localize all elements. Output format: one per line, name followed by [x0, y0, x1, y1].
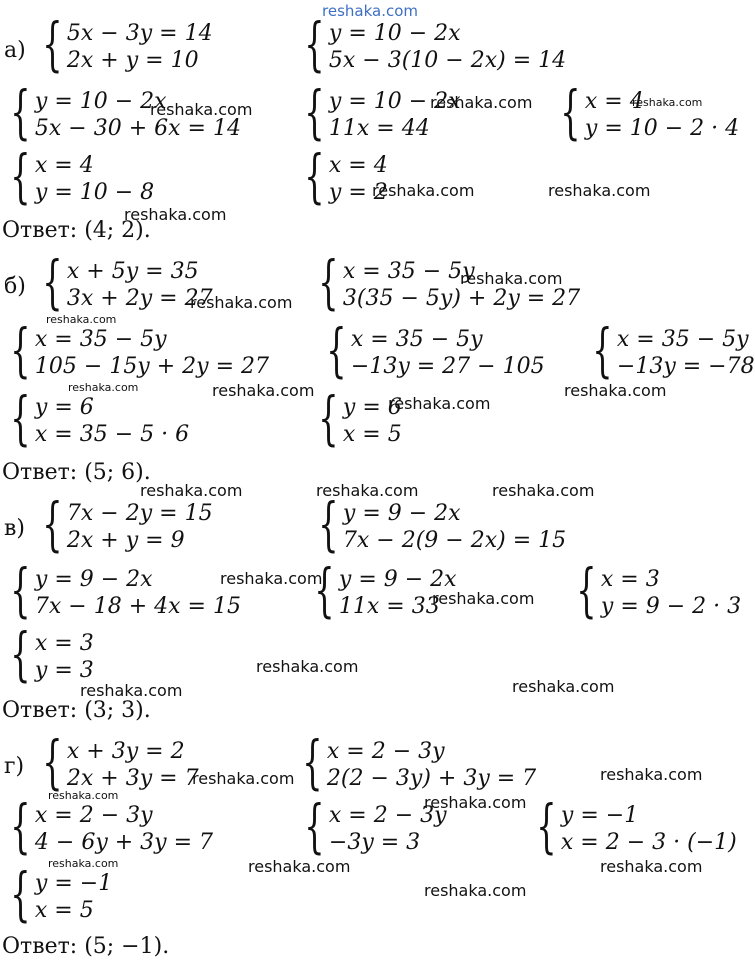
equation: x = 35 − 5y: [350, 327, 483, 352]
part-g-answer: Ответ: (5; −1).: [2, 934, 170, 959]
brace-icon: {: [560, 78, 581, 146]
brace-icon: {: [318, 490, 339, 558]
watermark: reshaka.com: [124, 205, 227, 224]
watermark: reshaka.com: [68, 381, 139, 394]
brace-icon: {: [10, 860, 31, 928]
brace-icon: {: [10, 78, 31, 146]
equation: x = 3: [600, 567, 660, 592]
part-v-system-1: [34, 490, 213, 558]
brace-icon: {: [10, 142, 31, 210]
equation: 2x + y = 10: [66, 48, 199, 73]
part-b-system-1: [34, 248, 213, 316]
equation: −13y = 27 − 105: [350, 354, 545, 379]
watermark-top: reshaka.com: [322, 2, 418, 20]
watermark: reshaka.com: [220, 569, 323, 588]
equation: y = 9 − 2x: [34, 567, 153, 592]
equation: y = 9 − 2x: [342, 501, 461, 526]
equation: x + 3y = 2: [66, 739, 185, 764]
watermark: reshaka.com: [256, 657, 359, 676]
equation: y = 6: [34, 395, 94, 420]
part-a-label: а): [4, 38, 26, 63]
brace-icon: {: [304, 78, 325, 146]
watermark: reshaka.com: [190, 293, 293, 312]
equation: x = 5: [342, 422, 402, 447]
watermark: reshaka.com: [372, 181, 475, 200]
part-v-system-3: [2, 556, 241, 624]
equation: y = −1: [34, 871, 113, 896]
part-a-answer: Ответ: (4; 2).: [2, 218, 151, 243]
brace-icon: {: [592, 316, 613, 384]
equation: x = 2 − 3y: [328, 803, 447, 828]
watermark: reshaka.com: [564, 381, 667, 400]
brace-icon: {: [304, 142, 325, 210]
watermark: reshaka.com: [460, 269, 563, 288]
equation: 105 − 15y + 2y = 27: [34, 354, 269, 379]
brace-icon: {: [304, 10, 325, 78]
part-v-system-6: [2, 620, 94, 688]
equation: y = 10 − 2x: [328, 21, 461, 46]
part-g-system-2: [294, 728, 537, 796]
watermark: reshaka.com: [150, 100, 253, 119]
part-a-system-1: [34, 10, 213, 78]
equation: x = 4: [328, 153, 388, 178]
watermark: reshaka.com: [48, 789, 119, 802]
watermark: reshaka.com: [548, 181, 651, 200]
brace-icon: {: [10, 792, 31, 860]
equation: y = −1: [560, 803, 639, 828]
brace-icon: {: [576, 556, 597, 624]
part-v-system-5: [568, 556, 742, 624]
equation: 4 − 6y + 3y = 7: [34, 830, 214, 855]
brace-icon: {: [42, 728, 63, 796]
brace-icon: {: [10, 620, 31, 688]
equation: 5x − 3(10 − 2x) = 14: [328, 48, 567, 73]
equation: x = 4: [584, 89, 644, 114]
brace-icon: {: [304, 792, 325, 860]
part-g-system-5: [528, 792, 737, 860]
brace-icon: {: [10, 316, 31, 384]
equation: x = 5: [34, 898, 94, 923]
watermark: reshaka.com: [632, 96, 703, 109]
watermark: reshaka.com: [212, 381, 315, 400]
equation: y = 2: [328, 180, 388, 205]
watermark: reshaka.com: [80, 681, 183, 700]
equation: x = 2 − 3y: [326, 739, 445, 764]
equation: x + 5y = 35: [66, 259, 199, 284]
part-b-label: б): [4, 274, 26, 299]
brace-icon: {: [10, 384, 31, 452]
brace-icon: {: [42, 490, 63, 558]
equation: x = 2 − 3 · (−1): [560, 830, 737, 855]
brace-icon: {: [318, 384, 339, 452]
part-b-system-4: [318, 316, 545, 384]
watermark: reshaka.com: [424, 793, 527, 812]
brace-icon: {: [318, 248, 339, 316]
equation: 7x − 2y = 15: [66, 501, 213, 526]
brace-icon: {: [536, 792, 557, 860]
equation: −13y = −78: [616, 354, 755, 379]
equation: y = 3: [34, 658, 94, 683]
equation: x = 35 − 5y: [34, 327, 167, 352]
watermark: reshaka.com: [600, 857, 703, 876]
watermark: reshaka.com: [192, 769, 295, 788]
equation: y = 10 − 2x: [328, 89, 461, 114]
equation: x = 35 − 5 · 6: [34, 422, 190, 447]
equation: x = 35 − 5y: [616, 327, 749, 352]
brace-icon: {: [10, 556, 31, 624]
part-v-label: в): [4, 516, 25, 541]
equation: 2(2 − 3y) + 3y = 7: [326, 766, 537, 791]
part-b-answer: Ответ: (5; 6).: [2, 460, 151, 485]
brace-icon: {: [42, 248, 63, 316]
equation: 7x − 18 + 4x = 15: [34, 594, 241, 619]
watermark: reshaka.com: [430, 93, 533, 112]
equation: 11x = 33: [338, 594, 440, 619]
watermark: reshaka.com: [140, 481, 243, 500]
watermark: reshaka.com: [388, 394, 491, 413]
equation: 5x − 30 + 6x = 14: [34, 116, 241, 141]
watermark: reshaka.com: [432, 589, 535, 608]
equation: y = 10 − 8: [34, 180, 155, 205]
equation: −3y = 3: [328, 830, 421, 855]
equation: x = 35 − 5y: [342, 259, 475, 284]
brace-icon: {: [326, 316, 347, 384]
equation: 11x = 44: [328, 116, 430, 141]
equation: y = 6: [342, 395, 402, 420]
equation: x = 2 − 3y: [34, 803, 153, 828]
equation: 3(35 − 5y) + 2y = 27: [342, 286, 581, 311]
equation: 2x + y = 9: [66, 528, 185, 553]
watermark: reshaka.com: [248, 857, 351, 876]
part-v-answer: Ответ: (3; 3).: [2, 698, 151, 723]
watermark: reshaka.com: [424, 881, 527, 900]
equation: x = 4: [34, 153, 94, 178]
part-a-system-6: [2, 142, 155, 210]
equation: 3x + 2y = 27: [66, 286, 213, 311]
equation: y = 9 − 2x: [338, 567, 457, 592]
brace-icon: {: [42, 10, 63, 78]
watermark: reshaka.com: [492, 481, 595, 500]
watermark: reshaka.com: [48, 857, 119, 870]
brace-icon: {: [314, 556, 335, 624]
equation: 7x − 2(9 − 2x) = 15: [342, 528, 567, 553]
equation: 5x − 3y = 14: [66, 21, 213, 46]
watermark: reshaka.com: [46, 313, 117, 326]
watermark: reshaka.com: [512, 677, 615, 696]
equation: y = 10 − 2x: [34, 89, 167, 114]
part-b-system-5: [584, 316, 755, 384]
part-g-label: г): [4, 754, 25, 779]
watermark: reshaka.com: [600, 765, 703, 784]
watermark: reshaka.com: [316, 481, 419, 500]
brace-icon: {: [302, 728, 323, 796]
equation: y = 9 − 2 · 3: [600, 594, 742, 619]
equation: 2x + 3y = 7: [66, 766, 199, 791]
equation: x = 3: [34, 631, 94, 656]
equation: y = 10 − 2 · 4: [584, 116, 740, 141]
